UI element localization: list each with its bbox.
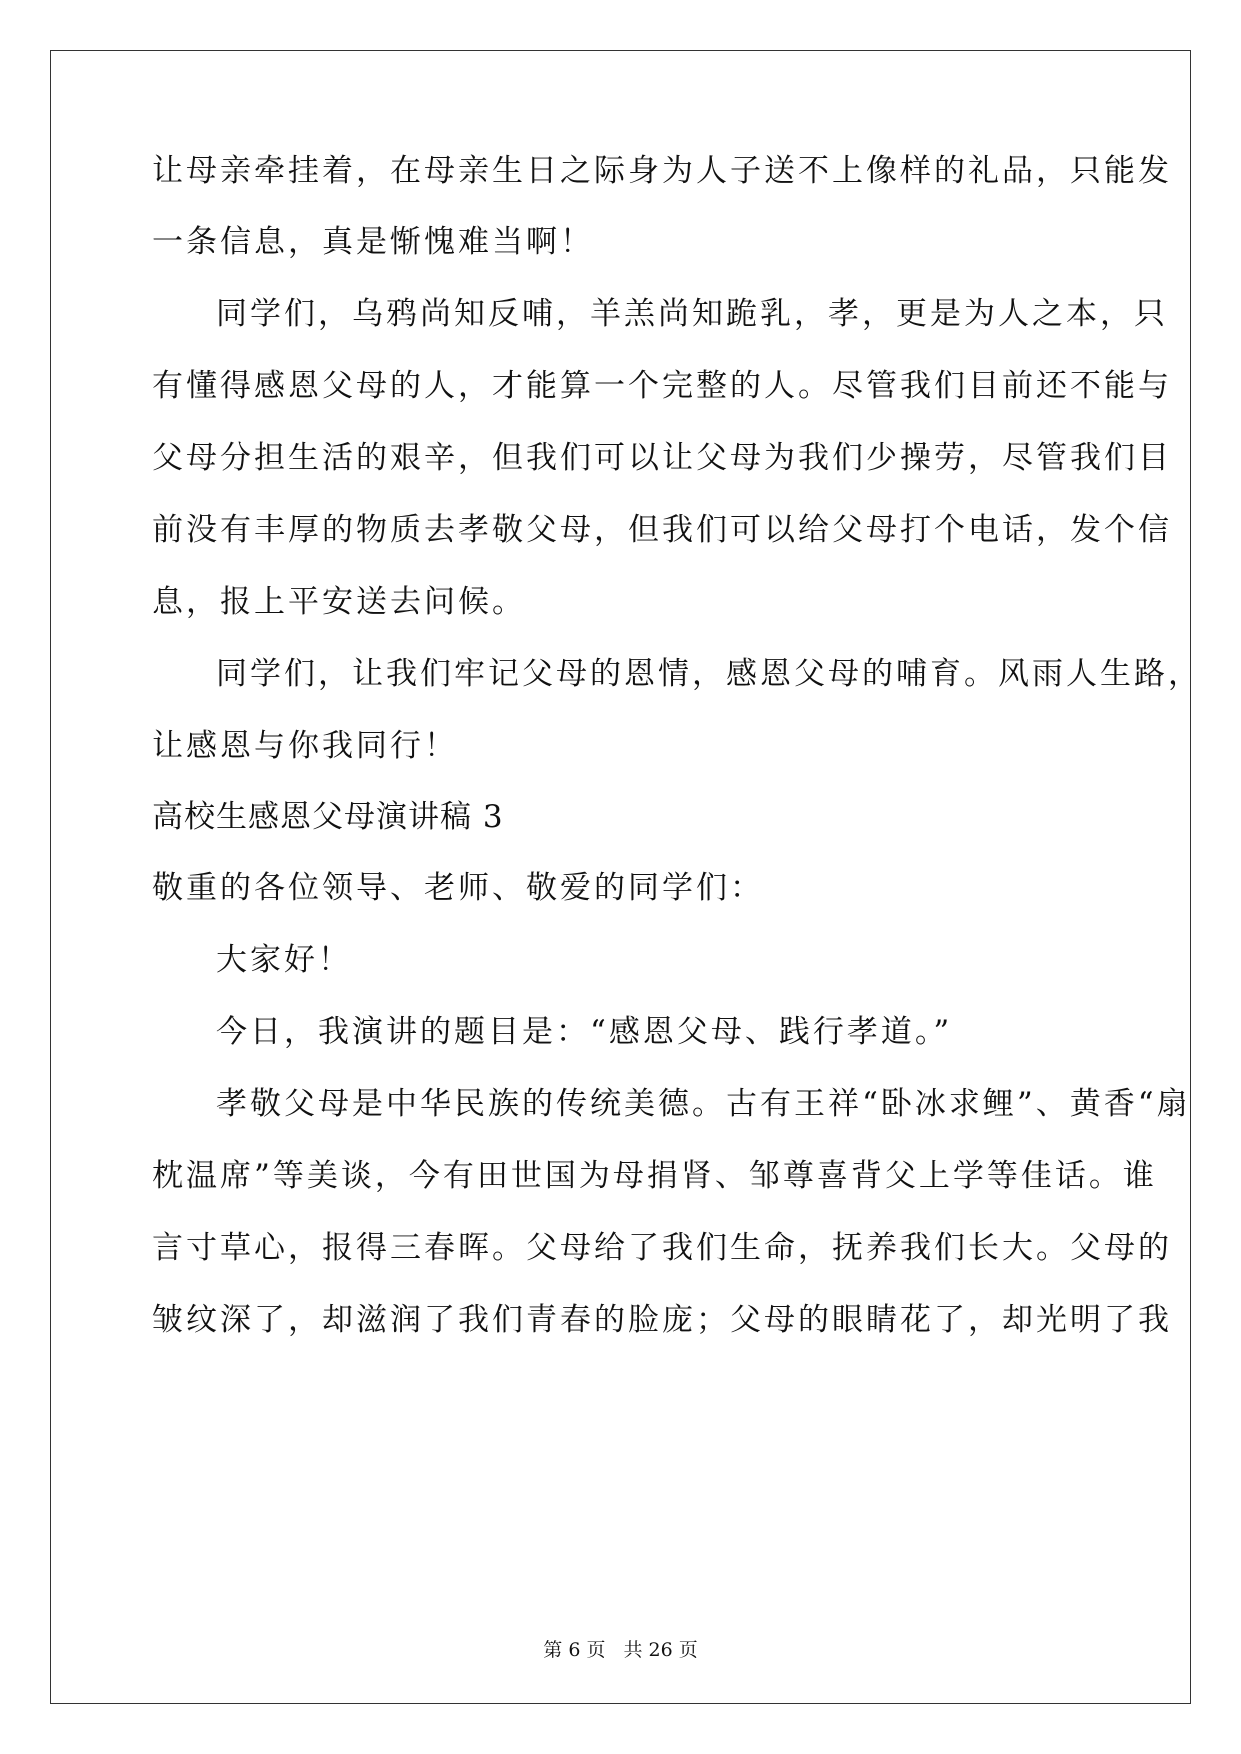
paragraph-start-line: 今日，我演讲的题目是：“感恩父母、践行孝道。”: [216, 1014, 953, 1050]
text-line: 有懂得感恩父母的人，才能算一个完整的人。尽管我们目前还不能与: [152, 368, 1172, 404]
text-line: 枕温席”等美谈，今有田世国为母捐肾、邹尊喜背父上学等佳话。谁: [152, 1158, 1157, 1194]
page-footer: [0, 1638, 1241, 1662]
section-heading: 高校生感恩父母演讲稿 3: [152, 799, 504, 835]
text-line: 让母亲牵挂着，在母亲生日之际身为人子送不上像样的礼品，只能发: [152, 153, 1172, 189]
text-line: 皱纹深了，却滋润了我们青春的脸庞；父母的眼睛花了，却光明了我: [152, 1302, 1172, 1338]
text-line: 父母分担生活的艰辛，但我们可以让父母为我们少操劳，尽管我们目: [152, 440, 1172, 476]
text-line: 言寸草心，报得三春晖。父母给了我们生命，抚养我们长大。父母的: [152, 1230, 1172, 1266]
paragraph-start-line: 同学们，让我们牢记父母的恩情，感恩父母的哺育。风雨人生路，: [216, 656, 1202, 692]
text-line: 前没有丰厚的物质去孝敬父母，但我们可以给父母打个电话，发个信: [152, 512, 1172, 548]
page-total: 共 26 页: [623, 1639, 698, 1661]
paragraph-start-line: 同学们，乌鸦尚知反哺，羊羔尚知跪乳，孝，更是为人之本，只: [216, 296, 1168, 332]
salutation-line: 敬重的各位领导、老师、敬爱的同学们：: [152, 870, 764, 906]
paragraph-start-line: 孝敬父母是中华民族的传统美德。古有王祥“卧冰求鲤”、黄香“扇: [216, 1086, 1191, 1122]
text-line: 息，报上平安送去问候。: [152, 584, 526, 620]
greeting-line: 大家好！: [216, 942, 352, 978]
page-number: 第 6 页: [543, 1639, 606, 1661]
text-line: 一条信息，真是惭愧难当啊！: [152, 224, 594, 260]
text-line: 让感恩与你我同行！: [152, 728, 458, 764]
